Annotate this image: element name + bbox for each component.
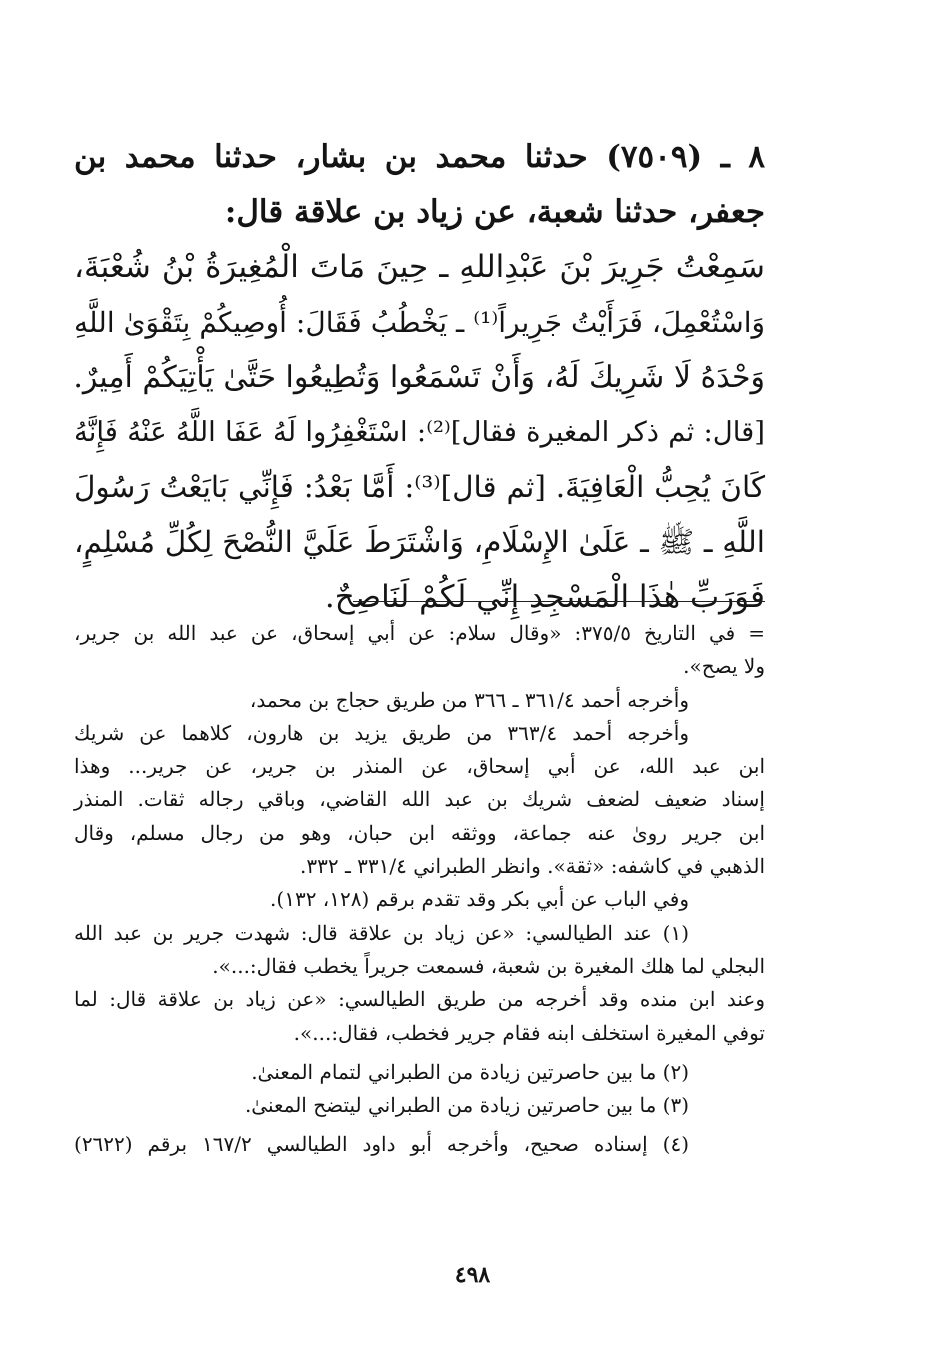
footnote-line: وفي الباب عن أبي بكر وقد تقدم برقم (١٢٨، ١٣٢). bbox=[270, 887, 689, 912]
hadith-line: [قال: ثم ذكر المغيرة فقال]⁽²⁾: اسْتَغْفِرُوا لَهُ عَفَا اللَّهُ عَنْهُ فَإِنَّهُ bbox=[74, 416, 765, 448]
hadith-line: جعفر، حدثنا شعبة، عن زياد بن علاقة قال: bbox=[224, 194, 765, 230]
footnotes bbox=[74, 617, 765, 1162]
hadith-line: كَانَ يُحِبُّ الْعَافِيَةَ. [ثم قال]⁽³⁾: أَمَّا بَعْدُ: فَإِنِّي بَايَعْتُ رَسُولَ bbox=[74, 470, 765, 504]
footnote-line: وأخرجه أحمد ٣٦١/٤ ـ ٣٦٦ من طريق حجاج بن محمد، bbox=[249, 687, 689, 712]
footnote-line: الذهبي في كاشفه: «ثقة». وانظر الطبراني ٣٣١/٤ ـ ٣٣٢. bbox=[300, 854, 765, 879]
hadith-line: اللَّهِ ـ ﷺ ـ عَلَىٰ الإِسْلَامِ، وَاشْتَرَطَ عَلَيَّ النُّصْحَ لِكُلِّ مُسْلِمٍ، bbox=[74, 525, 765, 559]
footnote-line: = في التاريخ ٣٧٥/٥: «وقال سلام: عن أبي إسحاق، عن عبد الله بن جرير، bbox=[74, 621, 766, 645]
footnote-line: ولا يصح». bbox=[683, 654, 765, 679]
hadith-line: وَحْدَهُ لَا شَرِيكَ لَهُ، وَأَنْ تَسْمَعُوا وَتُطِيعُوا حَتَّىٰ يَأْتِيَكُمْ أَمِيرٌ. bbox=[73, 360, 765, 395]
footnote-separator bbox=[353, 601, 765, 602]
footnote-line: ابن جرير روىٰ عنه جماعة، ووثقه ابن حبان، وهو من رجال مسلم، وقال bbox=[74, 820, 765, 845]
hadith-line: ٨ ـ (٧٥٠٩) حدثنا محمد بن بشار، حدثنا محمد بن bbox=[74, 139, 765, 175]
hadith-line: سَمِعْتُ جَرِيرَ بْنَ عَبْدِاللهِ ـ حِينَ مَاتَ الْمُغِيرَةُ بْنُ شُعْبَةَ، bbox=[74, 249, 765, 285]
footnote-line: توفي المغيرة استخلف ابنه فقام جرير فخطب، فقال:...». bbox=[293, 1020, 765, 1045]
footnote-line: وعند ابن منده وقد أخرجه من طريق الطيالسي: «عن زياد بن علاقة قال: لما bbox=[74, 987, 765, 1012]
footnote-line: إسناد ضعيف لضعف شريك بن عبد الله القاضي، وباقي رجاله ثقات. المنذر bbox=[74, 787, 765, 812]
footnote-line: (٣) ما بين حاصرتين زيادة من الطبراني ليتضح المعنىٰ. bbox=[244, 1093, 689, 1118]
hadith-text bbox=[74, 130, 765, 625]
footnote-line: وأخرجه أحمد ٣٦٣/٤ من طريق يزيد بن هارون، كلاهما عن شريك bbox=[74, 720, 689, 745]
hadith-line: وَاسْتُعْمِلَ، فَرَأَيْتُ جَرِيراً⁽¹⁾ ـ يَخْطُبُ فَقَالَ: أُوصِيكُمْ بِتَقْوَىٰ اللَّهِ bbox=[74, 306, 765, 339]
hadith-line: فَوَرَبِّ هٰذَا الْمَسْجِدِ إِنِّي لَكُمْ لَنَاصِحٌ. bbox=[324, 579, 765, 615]
footnote-line: (٤) إسناده صحيح، وأخرجه أبو داود الطيالسي ١٦٧/٢ برقم (٢٦٢٢) bbox=[74, 1132, 689, 1157]
footnote-line: ابن عبد الله، عن أبي إسحاق، عن المنذر بن جرير، عن جرير... وهذا bbox=[74, 754, 765, 779]
footnote-line: (١) عند الطيالسي: «عن زياد بن علاقة قال: شهدت جرير بن عبد الله bbox=[74, 920, 689, 945]
footnote-line: (٢) ما بين حاصرتين زيادة من الطبراني لتمام المعنىٰ. bbox=[251, 1059, 689, 1084]
footnote-line: البجلي لما هلك المغيرة بن شعبة، فسمعت جريراً يخطب فقال:...». bbox=[212, 953, 765, 978]
page-number: ٤٩٨ bbox=[454, 1262, 491, 1288]
